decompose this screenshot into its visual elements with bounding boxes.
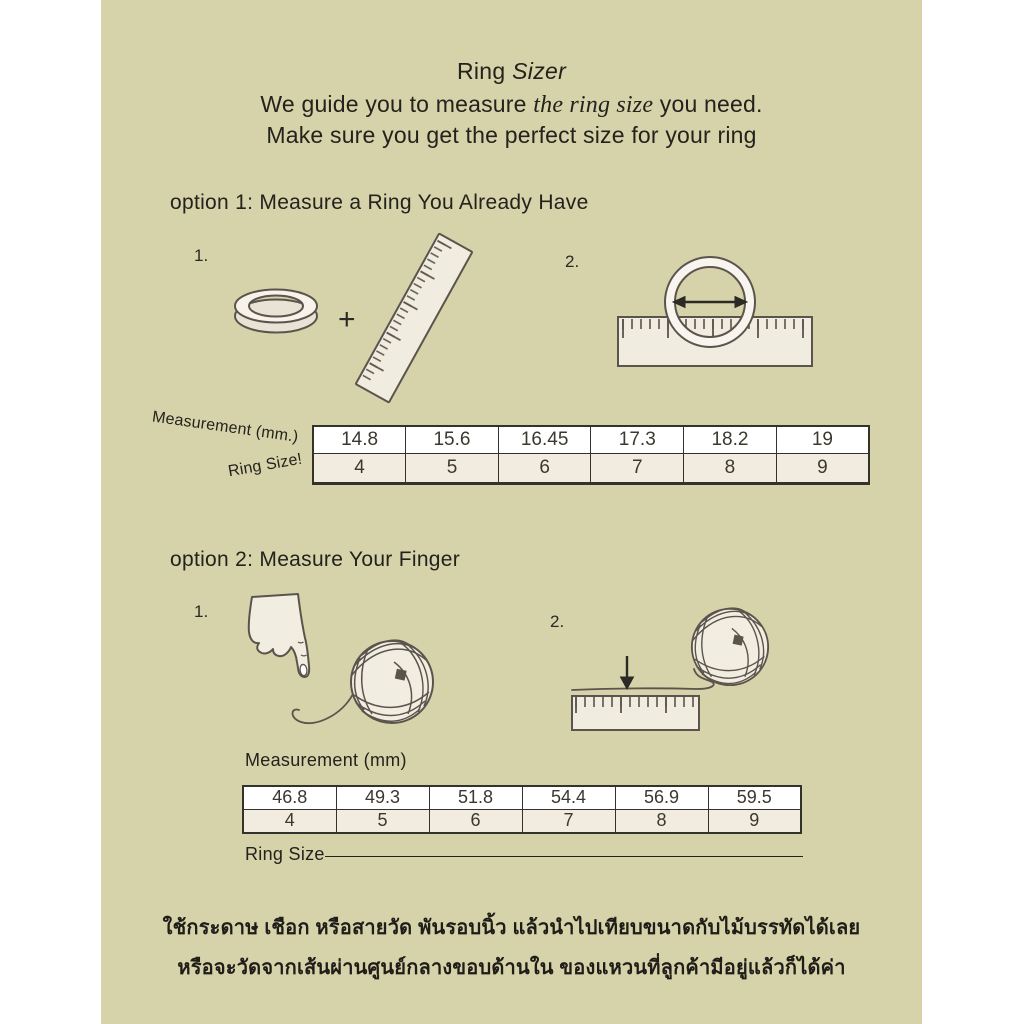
option1-step2-label: 2.	[565, 252, 580, 271]
measurement-cell: 17.3	[591, 426, 684, 453]
ring-size-cell: 6	[498, 453, 591, 483]
option1-measurement-label: Measurement (mm.)	[151, 408, 300, 446]
ring-size-cell: 6	[429, 809, 522, 833]
measurement-cell: 19	[776, 426, 869, 453]
yarn-ball-illustration	[293, 640, 434, 723]
ring-size-cell: 8	[615, 809, 708, 833]
ring-size-cell: 7	[522, 809, 615, 833]
option2-step1-label: 1.	[194, 602, 209, 621]
measurement-cell: 49.3	[336, 786, 429, 809]
option1-step1-label: 1.	[194, 246, 209, 265]
option2-step2-label: 2.	[550, 612, 565, 631]
title-italic: Sizer	[512, 58, 567, 84]
title-regular: Ring	[456, 58, 513, 84]
measurement-cell: 56.9	[615, 786, 708, 809]
ring-size-underline	[325, 856, 803, 857]
ruler-with-ring-illustration	[618, 257, 812, 366]
diameter-arrow-icon	[673, 297, 747, 308]
thai-note-line1: ใช้กระดาษ เชือก หรือสายวัด พันรอบนิ้ว แล้วนำไปเทียบขนาดกับไม้บรรทัดได้เลย	[162, 917, 861, 939]
option1-size-table	[312, 425, 870, 485]
pointing-hand-illustration	[249, 594, 309, 677]
measurement-row	[243, 786, 801, 809]
option1-ring-size-label: Ring Size!	[226, 450, 304, 481]
measurement-cell: 15.6	[406, 426, 499, 453]
ring-size-cell: 5	[336, 809, 429, 833]
ring-size-row	[243, 809, 801, 833]
measurement-cell: 16.45	[498, 426, 591, 453]
measurement-cell: 59.5	[708, 786, 801, 809]
ring-size-cell: 7	[591, 453, 684, 483]
measurement-cell: 46.8	[243, 786, 336, 809]
subtitle-emphasis: the ring size	[533, 92, 654, 118]
plus-sign: +	[338, 303, 356, 336]
ring-size-cell: 5	[406, 453, 499, 483]
option2-ring-size-label: Ring Size	[245, 844, 325, 864]
down-arrow-icon	[621, 656, 634, 689]
measurement-cell: 14.8	[313, 426, 406, 453]
ring-size-cell: 9	[776, 453, 869, 483]
illustrations-layer	[101, 0, 922, 1024]
option1-heading: option 1: Measure a Ring You Already Have	[170, 191, 589, 214]
option2-size-table	[242, 785, 802, 834]
measurement-cell: 54.4	[522, 786, 615, 809]
ring-size-cell: 4	[243, 809, 336, 833]
measurement-cell: 51.8	[429, 786, 522, 809]
option2-measurement-label: Measurement (mm)	[245, 750, 407, 770]
ring-size-cell: 4	[313, 453, 406, 483]
ring-size-cell: 9	[708, 809, 801, 833]
subtitle-line1: We guide you to measure the ring size you need.	[260, 91, 763, 118]
thread-ruler-illustration	[572, 656, 714, 730]
measurement-cell: 18.2	[684, 426, 777, 453]
yarn-ball-2-illustration	[692, 608, 768, 685]
ring-size-cell: 8	[684, 453, 777, 483]
content-canvas	[101, 0, 922, 1024]
thai-note-line2: หรือจะวัดจากเส้นผ่านศูนย์กลางขอบด้านใน ของแหวนที่ลูกค้ามีอยู่แล้วก็ได้ค่า	[177, 957, 846, 979]
measurement-row	[313, 426, 869, 453]
subtitle-line2: Make sure you get the perfect size for your ring	[266, 122, 757, 148]
ring-3d-illustration	[235, 289, 317, 332]
page-title	[101, 58, 922, 85]
tilted-ruler-illustration	[356, 234, 473, 403]
ring-size-row	[313, 453, 869, 483]
option2-heading: option 2: Measure Your Finger	[170, 548, 461, 571]
